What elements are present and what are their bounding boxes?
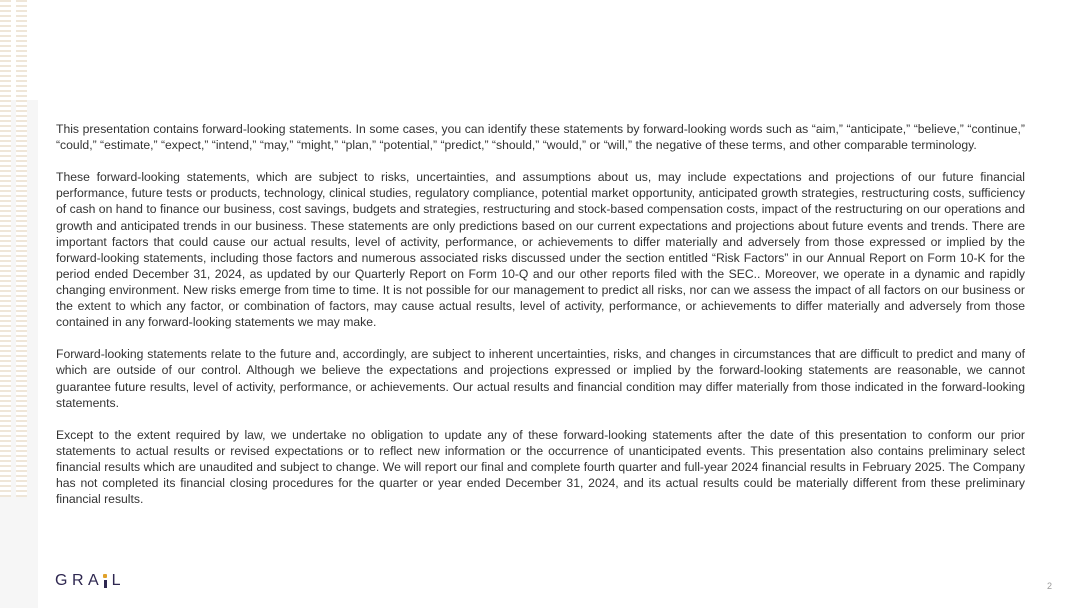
- paragraph-future-uncertainty: Forward-looking statements relate to the future and, accordingly, are subject to inherent uncertainties, risks, and changes in circumstances that are difficult to predict and many of which are outside of our control. Although we believe the expectations and projections expressed or implied by the forward-looking statements are reasonable, we cannot guarantee future results, level of activity, performance, or achievements. Our actual results and financial condition may differ materially from those indicated in the forward-looking statements.: [56, 347, 1025, 410]
- disclaimer-text-block: [56, 121, 1025, 507]
- paragraph-forward-looking-intro: This presentation contains forward-looking statements. In some cases, you can identify these statements by forward-looking words such as “aim,” “anticipate,” “believe,” “continue,” “could,” “estimate,” “expect,” “intend,” “may,” “might,” “plan,” “potential,” “predict,” “should,” “would,” or “will,” the negative of these terms, and other comparable terminology.: [56, 122, 1025, 153]
- paragraph-no-obligation: Except to the extent required by law, we undertake no obligation to update any of these forward-looking statements after the date of this presentation to conform our prior statements to actual results or revised expectations or to reflect new information or the occurrence of unanticipated events. This presentation also contains preliminary select financial results which are unaudited and subject to change. We will report our final and complete fourth quarter and full-year 2024 financial results in February 2025. The Company has not completed its financial closing procedures for the quarter or year ended December 31, 2024, and its actual results could be materially different from these preliminary financial results.: [56, 427, 1025, 507]
- logo-text-end: L: [111, 572, 126, 589]
- logo-text-start: GRA: [55, 572, 104, 589]
- page-number: 2: [1046, 581, 1052, 591]
- logo-i-mark-icon: [103, 574, 107, 588]
- grail-logo: [55, 572, 125, 590]
- paragraph-risks-uncertainties: These forward-looking statements, which are subject to risks, uncertainties, and assumptions about us, may include expectations and projections of our future financial performance, future tests or products, technology, clinical studies, regulatory compliance, potential market opportunity, anticipated growth strategies, restructuring costs, sufficiency of cash on hand to finance our business, cost savings, budgets and strategies, restructuring and stock-based compensation costs, impact of the restructuring on our operations and growth and anticipated trends in our business. These statements are only predictions based on our current expectations and projections about future events and trends. There are important factors that could cause our actual results, level of activity, performance, or achievements to differ materially and adversely from those expressed or implied by the forward-looking statements, including those factors and numerous associated risks discussed under the section entitled “Risk Factors” in our Annual Report on Form 10-K for the period ended December 31, 2024, as updated by our Quarterly Report on Form 10-Q and our other reports filed with the SEC.. Moreover, we operate in a dynamic and rapidly changing environment. New risks emerge from time to time. It is not possible for our management to predict all risks, nor can we assess the impact of all factors on our business or the extent to which any factor, or combination of factors, may cause actual results, level of activity, performance, or achievements to differ materially and adversely from those contained in any forward-looking statements we may make.: [56, 170, 1025, 330]
- decorative-stripe-pattern: [0, 0, 30, 497]
